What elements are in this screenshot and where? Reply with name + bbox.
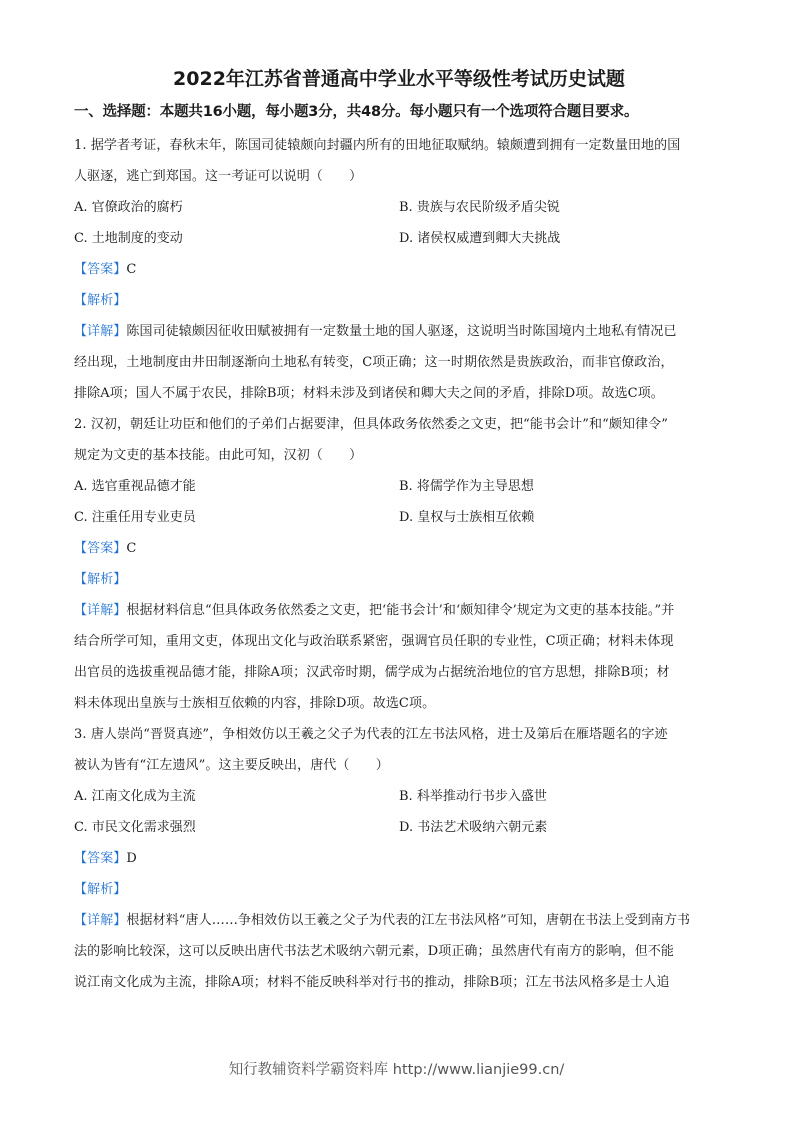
detail-line: 出官员的选拔重视品德才能，排除A项；汉武帝时期，儒学成为占据统治地位的官方思想，排除B项；材: [74, 665, 670, 680]
answer-label: 【答案】: [74, 851, 127, 866]
detail-line: 【详解】根据材料信息“但具体政务依然委之文吏，把‘能书会计’和‘颇知律令’规定为文吏的基本技能。”并: [74, 603, 675, 618]
detail-line: 【详解】陈国司徒辕颇因征收田赋被拥有一定数量土地的国人驱逐，这说明当时陈国境内土地私有情况已: [74, 324, 677, 339]
answer-line: [74, 254, 724, 285]
option-c: C. 市民文化需求强烈: [74, 820, 196, 835]
answer-value: C: [126, 541, 137, 556]
question-stem-line: 规定为文吏的基本技能。由此可知，汉初（ ）: [74, 448, 363, 463]
document-page: [74, 66, 724, 998]
answer-line: [74, 533, 724, 564]
analysis-label: 【解析】: [74, 882, 127, 897]
option-a: A. 江南文化成为主流: [74, 789, 196, 804]
analysis-line: [74, 285, 724, 316]
answer-value: D: [126, 851, 137, 866]
option-c: C. 土地制度的变动: [74, 231, 183, 246]
options: [74, 192, 724, 254]
option-c: C. 注重任用专业吏员: [74, 510, 196, 525]
detail-line: 料未体现出皇族与士族相互依赖的内容，排除D项。故选C项。: [74, 696, 436, 711]
option-a: A. 官僚政治的腐朽: [74, 200, 183, 215]
question-3: [74, 719, 724, 998]
footer-watermark: 知行教辅资料学霸资料库 http://www.lianjie99.cn/: [228, 1062, 565, 1078]
detail-label: 【详解】: [74, 324, 127, 339]
detail-label: 【详解】: [74, 913, 127, 928]
question-2: [74, 409, 724, 719]
option-d: D. 诸侯权威遭到卿大夫挑战: [399, 231, 561, 246]
detail-line: 经出现，土地制度由井田制逐渐向土地私有转变，C项正确；这一时期依然是贵族政治，而非官僚政治，: [74, 355, 674, 370]
option-b: B. 贵族与农民阶级矛盾尖锐: [399, 200, 560, 215]
options: [74, 471, 724, 533]
question-stem-line: 1. 据学者考证，春秋末年，陈国司徒辕颇向封疆内所有的田地征取赋纳。辕颇遭到拥有一定数量田地的国: [74, 138, 681, 153]
answer-label: 【答案】: [74, 262, 127, 277]
question-stem-line: 3. 唐人崇尚“晋贤真迹”，争相效仿以王羲之父子为代表的江左书法风格，进士及第后在雁塔题名的字迹: [74, 727, 668, 742]
answer-label: 【答案】: [74, 541, 127, 556]
option-b: B. 科举推动行书步入盛世: [399, 789, 547, 804]
option-d: D. 书法艺术吸纳六朝元素: [399, 820, 548, 835]
analysis-line: [74, 874, 724, 905]
question-stem-line: 2. 汉初，朝廷让功臣和他们的子弟们占据要津，但具体政务依然委之文吏，把“能书会计”和“颇知律令”: [74, 417, 669, 432]
page-title: 2022年江苏省普通高中学业水平等级性考试历史试题: [173, 68, 625, 90]
question-1: [74, 130, 724, 409]
detail-line: 【详解】根据材料“唐人……争相效仿以王羲之父子为代表的江左书法风格”可知，唐朝在书法上受到南方书: [74, 913, 691, 928]
option-b: B. 将儒学作为主导思想: [399, 479, 534, 494]
options: [74, 781, 724, 843]
answer-line: [74, 843, 724, 874]
detail-label: 【详解】: [74, 603, 127, 618]
detail-line: 排除A项；国人不属于农民，排除B项；材料未涉及到诸侯和卿大夫之间的矛盾，排除D项。故选C项。: [74, 386, 664, 401]
analysis-label: 【解析】: [74, 293, 127, 308]
answer-value: C: [126, 262, 137, 277]
question-stem-line: 人驱逐，逃亡到郑国。这一考证可以说明（ ）: [74, 169, 363, 184]
detail-line: 结合所学可知，重用文吏，体现出文化与政治联系紧密，强调官员任职的专业性，C项正确；材料未体现: [74, 634, 674, 649]
analysis-label: 【解析】: [74, 572, 127, 587]
option-d: D. 皇权与士族相互依赖: [399, 510, 535, 525]
detail-line: 说江南文化成为主流，排除A项；材料不能反映科举对行书的推动，排除B项；江左书法风格多是士人追: [74, 975, 670, 990]
question-stem-line: 被认为皆有“江左遗风”。这主要反映出，唐代（ ）: [74, 758, 389, 773]
detail-line: 法的影响比较深，这可以反映出唐代书法艺术吸纳六朝元素，D项正确；虽然唐代有南方的影响，但不能: [74, 944, 675, 959]
section-heading: 一、选择题：本题共16小题，每小题3分，共48分。每小题只有一个选项符合题目要求。: [74, 104, 639, 120]
analysis-line: [74, 564, 724, 595]
option-a: A. 选官重视品德才能: [74, 479, 196, 494]
